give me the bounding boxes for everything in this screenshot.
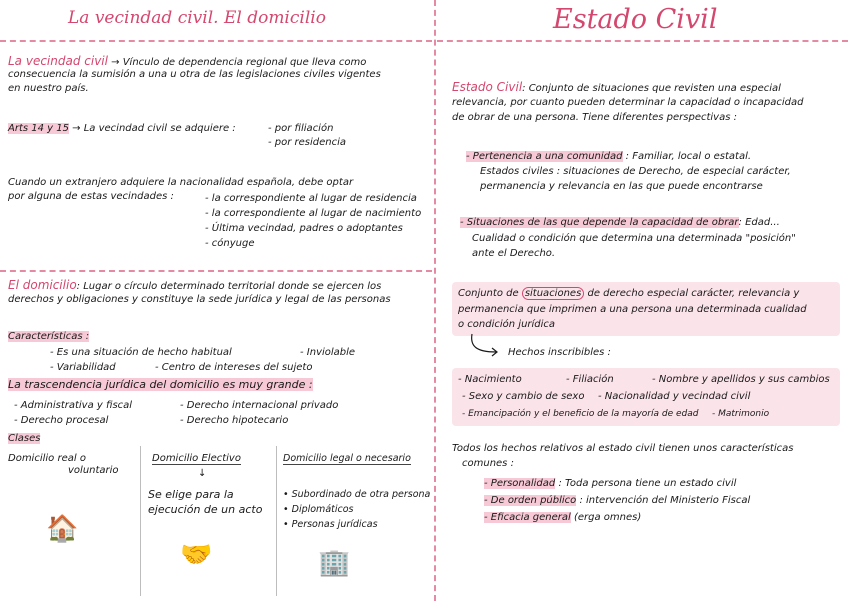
caracteristica-2: - Inviolable: [300, 347, 356, 358]
caracteristica-personalidad: - Personalidad : Toda persona tiene un estado civil: [484, 478, 737, 489]
hecho-nacimiento: - Nacimiento: [458, 374, 522, 385]
caracteristicas-heading: Características :: [8, 331, 90, 342]
hecho-matrimonio: - Matrimonio: [712, 409, 770, 419]
vecindad-definition-line-1: La vecindad civil → Vínculo de dependencia regional que lleva como: [8, 54, 367, 68]
hecho-emancipacion: - Emancipación y el beneficio de la mayoría de edad: [462, 409, 699, 419]
caracteristica-eficacia: - Eficacia general (erga omnes): [484, 512, 642, 523]
extranjero-option-2: - la correspondiente al lugar de nacimiento: [205, 208, 422, 219]
section-divider: [0, 270, 432, 272]
curved-arrow-icon: [466, 332, 506, 362]
vecindad-definition-line-3: en nuestro país.: [8, 83, 89, 94]
arts-line: Arts 14 y 15 → La vecindad civil se adquiere :: [8, 123, 236, 134]
domicilio-term: El domicilio: [8, 278, 77, 292]
perspectiva-1-line-3: permanencia y relevancia en las que puede encontrarse: [480, 181, 763, 192]
comunes-line-1: Todos los hechos relativos al estado civil tienen unos características: [452, 443, 794, 454]
extranjero-option-4: - cónyuge: [205, 238, 255, 249]
trascendencia-4: - Derecho hipotecario: [180, 415, 289, 426]
caracteristica-3: - Variabilidad: [50, 362, 116, 373]
house-icon: 🏠: [46, 514, 79, 544]
clases-column-divider-2: [276, 446, 277, 596]
arts-label: Arts 14 y 15: [8, 123, 69, 134]
perspectiva-2-line-1: - Situaciones de las que depende la capacidad de obrar: Edad...: [460, 217, 780, 228]
left-title-divider: [0, 40, 432, 42]
domicilio-electivo-text-2: ejecución de un acto: [148, 503, 263, 516]
domicilio-real-title-line-2: voluntario: [68, 465, 119, 476]
domicilio-legal-item-3: • Personas jurídicas: [283, 519, 378, 530]
perspectiva-1-line-1: - Pertenencia a una comunidad : Familiar, local o estatal.: [466, 151, 752, 162]
domicilio-definition-line-1: El domicilio: Lugar o círculo determinado territorial donde se ejercen los: [8, 278, 382, 292]
vecindad-term: La vecindad civil: [8, 54, 108, 68]
comunes-line-2: comunes :: [462, 458, 514, 469]
trascendencia-3: - Derecho procesal: [14, 415, 109, 426]
column-divider: [434, 0, 436, 601]
domicilio-electivo-text-1: Se elige para la: [148, 488, 234, 501]
arrow-down-icon: ↓: [198, 468, 207, 479]
extranjero-option-1: - la correspondiente al lugar de residencia: [205, 193, 417, 204]
extranjero-option-3: - Última vecindad, padres o adoptantes: [205, 223, 403, 234]
domicilio-legal-item-2: • Diplomáticos: [283, 504, 354, 515]
office-building-icon: 🏢: [318, 548, 351, 578]
hecho-sexo: - Sexo y cambio de sexo: [462, 391, 585, 402]
estado-definition-line-2: relevancia, por cuanto pueden determinar la capacidad o incapacidad: [452, 97, 804, 108]
domicilio-legal-item-1: • Subordinado de otra persona: [283, 489, 431, 500]
caracteristica-orden-publico: - De orden público : intervención del Ministerio Fiscal: [484, 495, 751, 506]
hecho-nombre: - Nombre y apellidos y sus cambios: [652, 374, 830, 385]
definition-box-line-3: o condición jurídica: [458, 319, 556, 330]
right-title-divider: [437, 40, 848, 42]
perspectiva-2-line-2: Cualidad o condición que determina una determinada "posición": [472, 233, 796, 244]
situaciones-circled: situaciones: [522, 287, 584, 300]
right-page-title: Estado Civil: [553, 4, 718, 35]
caracteristica-4: - Centro de intereses del sujeto: [155, 362, 313, 373]
hecho-nacionalidad: - Nacionalidad y vecindad civil: [598, 391, 751, 402]
estado-civil-term: Estado Civil: [452, 80, 523, 94]
domicilio-electivo-title: Domicilio Electivo: [152, 453, 241, 464]
clases-column-divider-1: [140, 446, 141, 596]
perspectiva-1-line-2: Estados civiles : situaciones de Derecho, de especial carácter,: [480, 166, 791, 177]
vecindad-definition-line-2: consecuencia la sumisión a una u otra de las legislaciones civiles vigentes: [8, 69, 381, 80]
estado-definition-line-3: de obrar de una persona. Tiene diferentes perspectivas :: [452, 112, 737, 123]
left-page-title: La vecindad civil. El domicilio: [68, 8, 326, 28]
arts-option-1: - por filiación: [268, 123, 334, 134]
hechos-inscribibles-heading: Hechos inscribibles :: [508, 347, 611, 358]
trascendencia-heading: La trascendencia jurídica del domicilio es muy grande :: [8, 378, 313, 391]
definition-box-line-1: Conjunto de situaciones de derecho especial carácter, relevancia y: [458, 288, 800, 299]
trascendencia-1: - Administrativa y fiscal: [14, 400, 133, 411]
hecho-filiacion: - Filiación: [566, 374, 614, 385]
perspectiva-2-line-3: ante el Derecho.: [472, 248, 556, 259]
trascendencia-2: - Derecho internacional privado: [180, 400, 339, 411]
domicilio-legal-title: Domicilio legal o necesario: [283, 453, 411, 464]
domicilio-real-title: Domicilio real o: [8, 453, 86, 464]
clases-heading: Clases: [8, 433, 41, 444]
estado-definition-line-1: Estado Civil: Conjunto de situaciones que revisten una especial: [452, 80, 781, 94]
handshake-icon: 🤝: [180, 540, 213, 570]
extranjero-line-1: Cuando un extranjero adquiere la nacionalidad española, debe optar: [8, 177, 354, 188]
caracteristica-1: - Es una situación de hecho habitual: [50, 347, 232, 358]
arts-option-2: - por residencia: [268, 137, 347, 148]
definition-box-line-2: permanencia que imprimen a una persona una determinada cualidad: [458, 304, 807, 315]
extranjero-line-2: por alguna de estas vecindades :: [8, 191, 174, 202]
domicilio-definition-line-2: derechos y obligaciones y constituye la sede jurídica y legal de las personas: [8, 294, 391, 305]
